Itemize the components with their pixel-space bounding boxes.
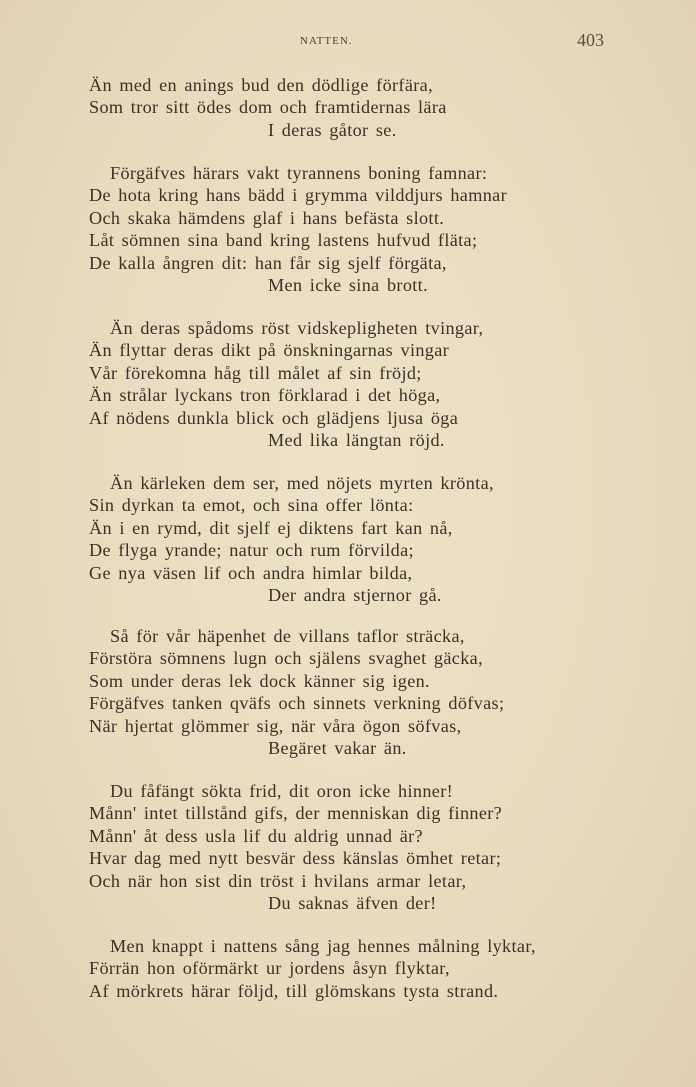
verse-line: Månn' intet tillstånd gifs, der menniskan dig finner?	[89, 803, 503, 824]
verse-line: Förstöra sömnens lugn och själens svaghet gäcka,	[89, 648, 483, 669]
verse-line: Än i en rymd, dit sjelf ej diktens fart kan nå,	[89, 517, 453, 538]
running-head	[0, 30, 696, 53]
verse-line: Hvar dag med nytt besvär dess känslas ömhet retar;	[89, 848, 502, 869]
verse-line: Än med en anings bud den dödlige förfära,	[89, 75, 433, 95]
verse-line: Som under deras lek dock känner sig igen.	[89, 670, 430, 691]
verse-line: I deras gåtor se.	[268, 119, 397, 140]
verse-line: Förgäfves tanken qväfs och sinnets verkning döfvas;	[89, 693, 505, 714]
verse-line: Vår förekomna håg till målet af sin fröjd;	[89, 362, 422, 383]
verse-line: Du fåfängt sökta frid, dit oron icke hinner!	[110, 781, 454, 801]
verse-line: Och när hon sist din tröst i hvilans armar letar,	[89, 870, 467, 891]
verse-line: Ge nya väsen lif och andra himlar bilda,	[89, 562, 413, 583]
stanza-4	[89, 472, 649, 606]
verse-line: När hjertat glömmer sig, när våra ögon söfvas,	[89, 715, 462, 736]
page-number: 403	[577, 30, 604, 50]
verse-line: Låt sömnen sina band kring lastens hufvud fläta;	[89, 230, 478, 251]
stanza-7	[89, 935, 649, 1002]
stanza-1	[89, 74, 649, 141]
verse-line: De flyga yrande; natur och rum förvilda;	[89, 540, 414, 561]
verse-line: Än flyttar deras dikt på önskningarnas vingar	[89, 340, 450, 361]
verse-line: Som tror sitt ödes dom och framtidernas lära	[89, 97, 447, 118]
verse-line: Begäret vakar än.	[268, 737, 407, 758]
verse-line: Men knappt i nattens sång jag hennes målning lyktar,	[110, 936, 536, 956]
verse-line: De hota kring hans bädd i grymma vilddjurs hamnar	[89, 185, 507, 206]
verse-line: Än kärleken dem ser, med nöjets myrten krönta,	[110, 473, 494, 493]
stanza-5	[89, 625, 649, 759]
chapter-title: NATTEN.	[300, 35, 353, 47]
verse-line: Så för vår häpenhet de villans taflor sträcka,	[110, 626, 465, 646]
verse-line: Än strålar lyckans tron förklarad i det höga,	[89, 385, 441, 406]
verse-line: Sin dyrkan ta emot, och sina offer lönta:	[89, 495, 414, 516]
verse-line: Af mörkrets härar följd, till glömskans tysta strand.	[89, 980, 499, 1001]
stanza-2	[89, 162, 649, 296]
verse-line: Med lika längtan röjd.	[268, 429, 445, 450]
verse-line: Du saknas äfven der!	[268, 892, 437, 913]
verse-line: Förgäfves härars vakt tyrannens boning famnar:	[110, 163, 488, 183]
verse-line: Der andra stjernor gå.	[268, 584, 442, 605]
verse-line: Än deras spådoms röst vidskepligheten tvingar,	[110, 318, 484, 338]
stanza-6	[89, 780, 649, 914]
verse-line: Af nödens dunkla blick och glädjens ljusa öga	[89, 407, 459, 428]
verse-line: Månn' åt dess usla lif du aldrig unnad är?	[89, 825, 423, 846]
verse-line: De kalla ångren dit: han får sig sjelf förgäta,	[89, 252, 447, 273]
stanza-3	[89, 317, 649, 451]
verse-line: Och skaka hämdens glaf i hans befästa slott.	[89, 207, 445, 228]
verse-line: Förrän hon oförmärkt ur jordens åsyn flyktar,	[89, 958, 450, 979]
verse-line: Men icke sina brott.	[268, 274, 428, 295]
